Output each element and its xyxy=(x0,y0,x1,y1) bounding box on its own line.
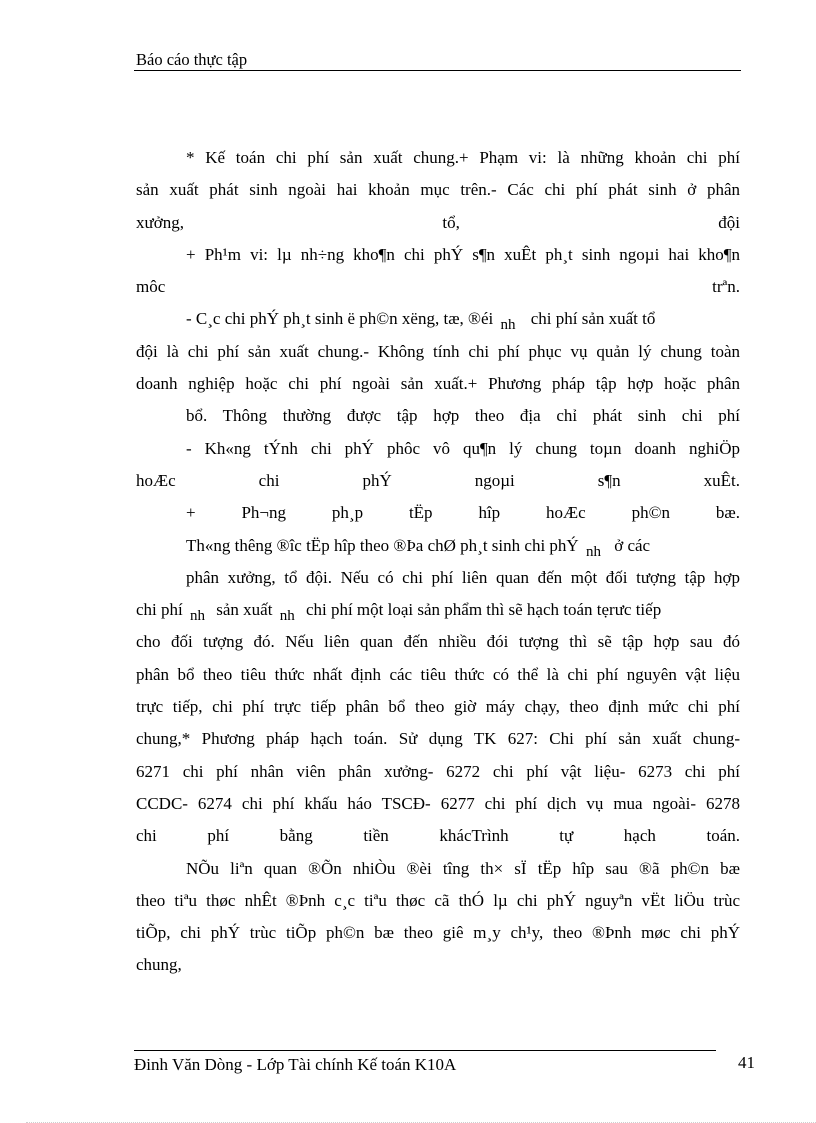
body-text xyxy=(136,146,740,986)
text-line: bổ. Thông thường được tập hợp theo địa chỉ phát sinh chi phí xyxy=(186,406,740,426)
text-line: sản xuất phát sinh ngoài hai khoản mục trên.- Các chi phí phát sinh ở phân xyxy=(136,180,740,200)
text-fragment: chi phí sản xuất tổ xyxy=(530,309,656,329)
text-line: trực tiếp, chi phí trực tiếp phân bổ theo giờ máy chạy, theo định mức chi phí xyxy=(136,697,740,717)
inline-label: nh xyxy=(585,543,601,560)
text-line: phân xưởng, tổ đội. Nếu có chi phí liên quan đến một đối tượng tập hợp xyxy=(186,567,740,587)
text-line: chung,* Phương pháp hạch toán. Sử dụng TK 627: Chi phí sản xuất chung- xyxy=(136,729,740,749)
text-line xyxy=(136,275,740,307)
text-fragment: ở các xyxy=(614,535,651,555)
text-fragment: môc xyxy=(136,277,166,297)
text-line: 6271 chi phí nhân viên phân xưởng- 6272 chi phí vật liệu- 6273 chi phí xyxy=(136,761,740,781)
text-line: * Kế toán chi phí sản xuất chung.+ Phạm vi: là những khoản chi phí xyxy=(186,148,740,167)
text-line xyxy=(136,534,740,566)
text-line: + Ph¹m vi: lµ nh÷ng kho¶n chi phÝ s¶n xuÊt ph¸t sinh ngoµi hai kho¶n xyxy=(186,244,740,264)
inline-label: nh xyxy=(190,608,205,625)
text-line: NÕu liªn quan ®Õn nhiÒu ®èi tîng th× sÏ tËp hîp sau ®ã ph©n bæ xyxy=(186,858,740,878)
page-header-title: Báo cáo thực tập xyxy=(136,50,248,69)
footer-rule xyxy=(134,1050,716,1051)
text-fragment: sản xuất xyxy=(216,600,273,620)
text-line: doanh nghiệp hoặc chi phí ngoài sản xuất.+ Phương pháp tập hợp hoặc phân xyxy=(136,374,740,394)
text-line xyxy=(136,307,740,339)
text-line: chi phí bằng tiền khácTrình tự hạch toán. xyxy=(136,826,740,846)
text-fragment: chi phí xyxy=(136,600,183,620)
inline-label: nh xyxy=(500,317,516,334)
footer-author: Đinh Văn Dòng - Lớp Tài chính Kế toán K10A xyxy=(134,1055,457,1074)
text-line: phân bổ theo tiêu thức nhất định các tiêu thức có thể là chi phí nguyên vật liệu xyxy=(136,664,740,684)
text-line: + Ph¬ng ph¸p tËp hîp hoÆc ph©n bæ. xyxy=(186,503,740,523)
text-fragment: chi phí một loại sản phẩm thì sẽ hạch toán tẹrưc tiếp xyxy=(305,600,662,620)
text-line: cho đối tượng đó. Nếu liên quan đến nhiều đói tượng thì sẽ tập hợp sau đó xyxy=(136,632,740,652)
text-line: hoÆc chi phÝ ngoµi s¶n xuÊt. xyxy=(136,470,740,490)
text-fragment: trªn. xyxy=(712,277,740,297)
page-number: 41 xyxy=(738,1053,755,1072)
text-line xyxy=(136,598,740,630)
header-rule xyxy=(134,70,741,71)
text-line: xưởng, tổ, đội xyxy=(136,212,740,232)
text-line: đội là chi phí sản xuất chung.- Không tính chi phí phục vụ quản lý chung toàn xyxy=(136,341,740,361)
text-line: CCDC- 6274 chi phí khấu háo TSCĐ- 6277 chi phí dịch vụ mua ngoài- 6278 xyxy=(136,793,740,813)
inline-label: nh xyxy=(279,608,295,625)
text-fragment: - C¸c chi phÝ ph¸t sinh ë ph©n xëng, tæ, ®éi xyxy=(186,309,494,329)
text-line: chung, xyxy=(136,955,182,975)
text-line: - Kh«ng tÝnh chi phÝ phôc vô qu¶n lý chung toµn doanh nghiÖp xyxy=(186,438,740,458)
text-line: theo tiªu thøc nhÊt ®Þnh c¸c tiªu thøc cã thÓ lµ chi phÝ nguyªn vËt liÖu trùc xyxy=(136,890,740,910)
text-line: tiÕp, chi phÝ trùc tiÕp ph©n bæ theo giê m¸y ch¹y, theo ®Þnh møc chi phÝ xyxy=(136,923,740,943)
text-fragment: Th«ng thêng ®îc tËp hîp theo ®Þa chØ ph¸t sinh chi phÝ xyxy=(186,535,579,555)
